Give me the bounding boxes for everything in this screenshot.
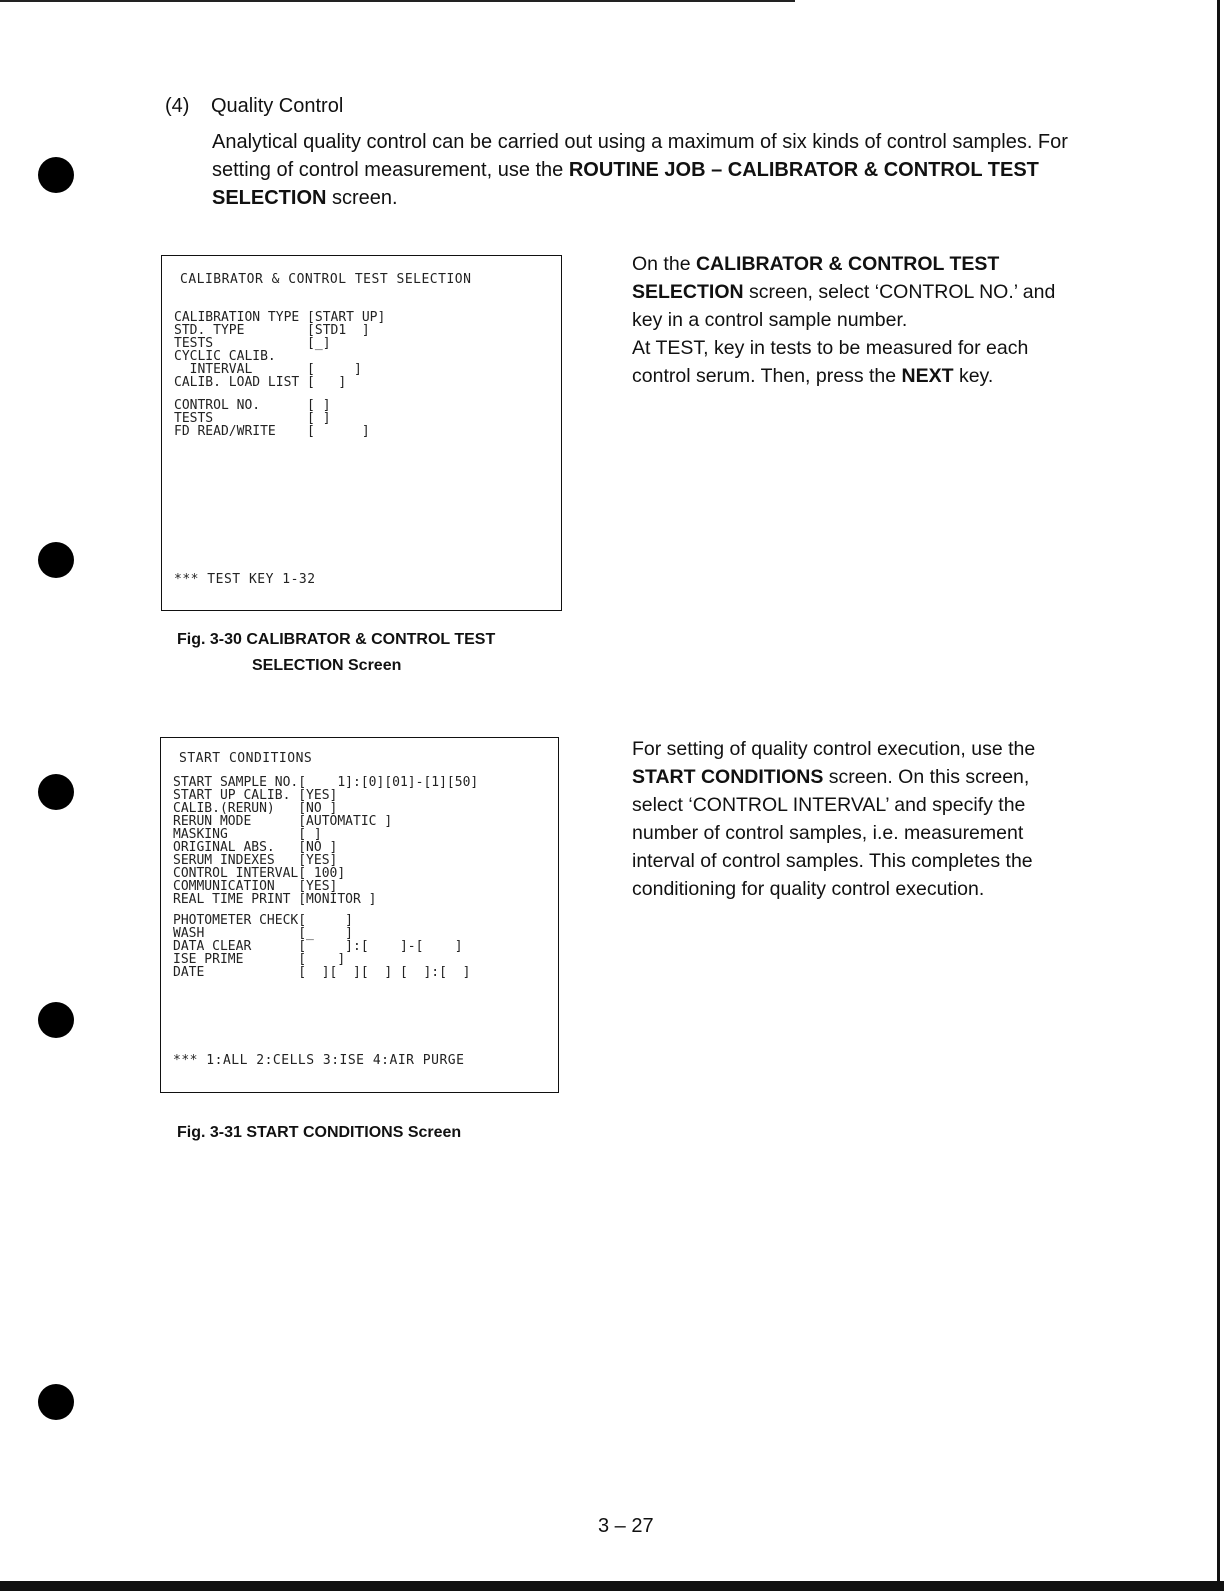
field-control-no: CONTROL NO. [ ] <box>174 398 331 413</box>
intro-text-end: screen. <box>326 187 398 209</box>
screen-control-fields <box>174 399 370 438</box>
figure-caption <box>177 627 495 679</box>
screen-field-list <box>174 311 385 389</box>
field-calibration-type: CALIBRATION TYPE [START UP] <box>174 310 386 325</box>
section-heading <box>165 95 343 118</box>
bottom-rule <box>0 1581 1224 1591</box>
binder-hole <box>38 542 74 578</box>
description-paragraph <box>632 250 1072 390</box>
field-interval: INTERVAL [ ] <box>174 362 362 377</box>
screen-title: START CONDITIONS <box>179 751 313 766</box>
key-name: NEXT <box>901 365 954 387</box>
calibrator-control-screen <box>161 255 562 611</box>
field-rerun-mode: RERUN MODE [AUTOMATIC ] <box>173 814 393 829</box>
top-rule <box>0 0 795 2</box>
section-number: (4) <box>165 95 190 117</box>
field-std-type: STD. TYPE [STD1 ] <box>174 323 370 338</box>
field-start-up-calib: START UP CALIB. [YES] <box>173 788 338 803</box>
field-ise-prime: ISE PRIME [ ] <box>173 952 346 967</box>
screen-footer: *** TEST KEY 1-32 <box>174 572 316 587</box>
field-real-time-print: REAL TIME PRINT [MONITOR ] <box>173 892 377 907</box>
start-conditions-screen <box>160 737 559 1093</box>
field-tests: TESTS [_] <box>174 336 331 351</box>
field-fd-read-write: FD READ/WRITE [ ] <box>174 424 370 439</box>
binder-hole <box>38 1384 74 1420</box>
binder-hole <box>38 1002 74 1038</box>
text: At TEST, key in tests to be measured for each control serum. Then, press the <box>632 337 1029 387</box>
field-original-abs: ORIGINAL ABS. [NO ] <box>173 840 338 855</box>
screen-name: START CONDITIONS <box>632 766 824 788</box>
field-control-tests: TESTS [ ] <box>174 411 331 426</box>
field-serum-indexes: SERUM INDEXES [YES] <box>173 853 338 868</box>
figure-caption: Fig. 3-31 START CONDITIONS Screen <box>177 1124 462 1141</box>
binder-hole <box>38 157 74 193</box>
field-calib-rerun: CALIB.(RERUN) [NO ] <box>173 801 338 816</box>
field-control-interval: CONTROL INTERVAL[ 100] <box>173 866 346 881</box>
field-photometer-check: PHOTOMETER CHECK[ ] <box>173 913 354 928</box>
screen-field-list <box>173 776 478 906</box>
text: screen. On this screen, select ‘CONTROL INTERVAL’ and specify the number of control samples, i.e. measurement interval of control samples. This completes the conditioning for quality control execution. <box>632 766 1033 900</box>
text: For setting of quality control execution, use the <box>632 738 1036 760</box>
intro-paragraph <box>212 128 1072 212</box>
screen-title: CALIBRATOR & CONTROL TEST SELECTION <box>180 272 472 287</box>
screen-maintenance-fields <box>173 914 470 979</box>
caption-line: SELECTION Screen <box>252 657 402 674</box>
intro-screen-name: ROUTINE JOB – CALIBRATOR & CONTROL TEST SELECTION <box>212 159 1039 209</box>
screen-name: CALIBRATOR & CONTROL TEST SELECTION <box>632 253 1000 303</box>
right-rule <box>1217 0 1220 1591</box>
field-date: DATE [ ][ ][ ] [ ]:[ ] <box>173 965 471 980</box>
text: screen, select ‘CONTROL NO.’ and key in a control sample number. <box>632 281 1056 331</box>
field-cyclic-calib: CYCLIC CALIB. <box>174 349 276 364</box>
field-data-clear: DATA CLEAR [ ]:[ ]-[ ] <box>173 939 463 954</box>
binder-hole <box>38 774 74 810</box>
text: On the <box>632 253 696 275</box>
field-calib-load-list: CALIB. LOAD LIST [ ] <box>174 375 347 390</box>
field-communication: COMMUNICATION [YES] <box>173 879 338 894</box>
caption-line: Fig. 3-30 CALIBRATOR & CONTROL TEST <box>177 631 496 648</box>
intro-text: Analytical quality control can be carried out using a maximum of six kinds of control samples. For setting of control measurement, use the <box>212 131 1068 181</box>
screen-footer: *** 1:ALL 2:CELLS 3:ISE 4:AIR PURGE <box>173 1053 465 1068</box>
field-wash: WASH [_ ] <box>173 926 354 941</box>
text: key. <box>953 365 994 387</box>
field-start-sample-no: START SAMPLE NO.[ 1]:[0][01]-[1][50] <box>173 775 479 790</box>
description-paragraph <box>632 735 1072 903</box>
field-masking: MASKING [ ] <box>173 827 322 842</box>
page-number: 3 – 27 <box>598 1515 654 1537</box>
section-title: Quality Control <box>211 95 344 117</box>
